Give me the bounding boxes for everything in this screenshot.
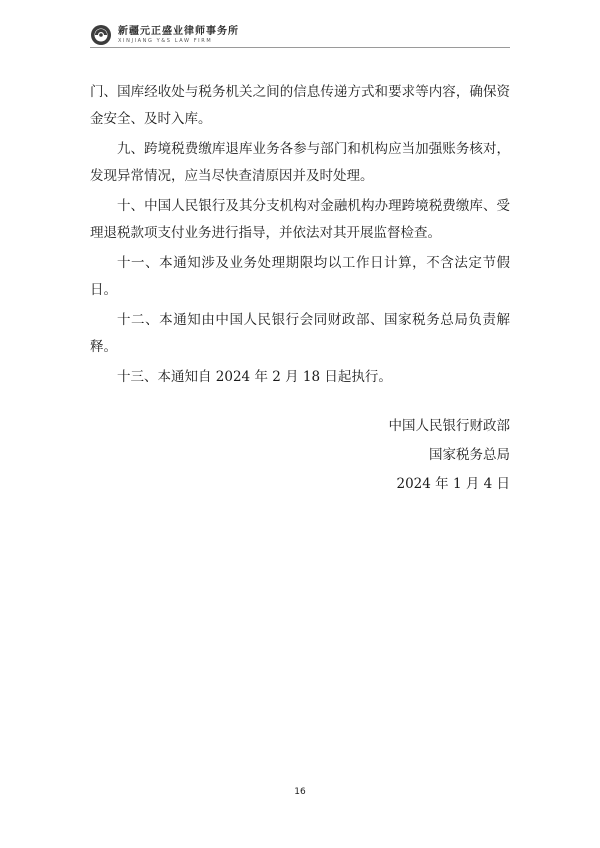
page-header (90, 20, 239, 50)
document-body (90, 79, 510, 395)
issuing-authorities: 中国人民银行财政部 (388, 418, 510, 434)
signature-block (389, 412, 511, 499)
paragraph-item-10: 十、中国人民银行及其分支机构对金融机构办理跨境税费缴库、受理退税款项支付业务进行指导，并依法对其开展监督检查。 (90, 198, 510, 241)
issuing-authority-tax: 国家税务总局 (429, 447, 510, 463)
paragraph-item-12: 十二、本通知由中国人民银行会同财政部、国家税务总局负责解释。 (90, 312, 510, 355)
firm-name-cn: 新疆元正盛业律师事务所 (118, 25, 239, 37)
paragraph-continuation: 门、国库经收处与税务机关之间的信息传递方式和要求等内容，确保资金安全、及时入库。 (90, 84, 510, 127)
paragraph-item-9: 九、跨境税费缴库退库业务各参与部门和机构应当加强账务核对，发现异常情况，应当尽快查清原因并及时处理。 (90, 141, 510, 184)
firm-name-block (118, 27, 239, 44)
paragraph-item-11: 十一、本通知涉及业务处理期限均以工作日计算，不含法定节假日。 (90, 255, 510, 298)
firm-name-en: XINJIANG Y&S LAW FIRM (118, 37, 213, 44)
issue-date: 2024 年 1 月 4 日 (396, 476, 510, 492)
page-number: 16 (294, 787, 306, 797)
paragraph-item-13: 十三、本通知自 2024 年 2 月 18 日起执行。 (117, 369, 392, 385)
header-divider (90, 47, 510, 48)
law-firm-logo-icon (90, 24, 112, 46)
